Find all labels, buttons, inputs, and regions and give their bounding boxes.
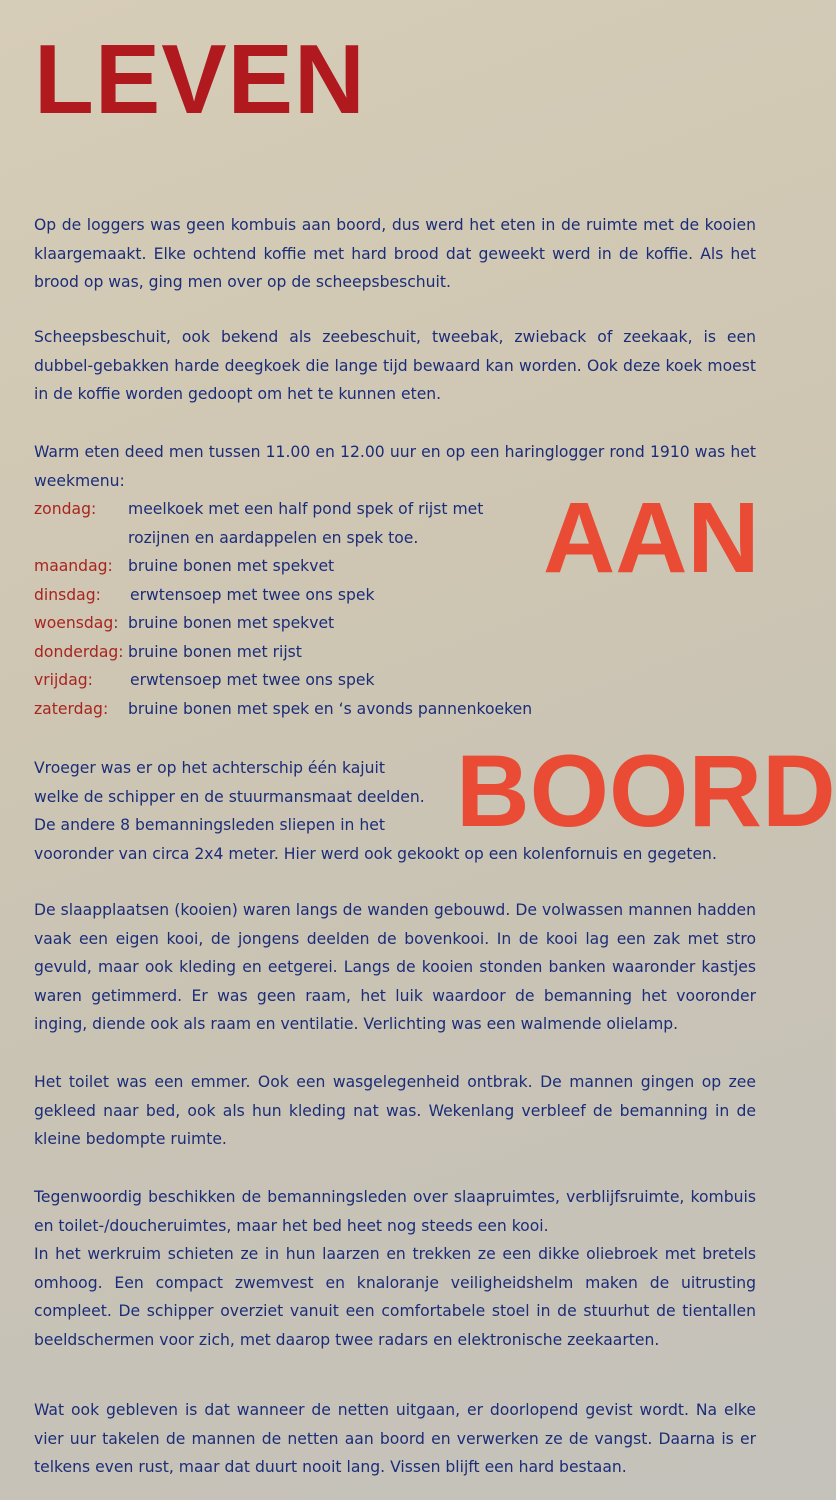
title-leven: LEVEN xyxy=(34,24,366,134)
menu-item-donderdag xyxy=(34,638,544,667)
paragraph-vroeger-line: De andere 8 bemanningsleden sliepen in het xyxy=(34,816,385,834)
weekmenu-list xyxy=(34,495,544,723)
menu-day-label: zondag: xyxy=(34,500,97,518)
menu-item-woensdag xyxy=(34,609,544,638)
paragraph-vroeger-line: vooronder van circa 2x4 meter. Hier werd ook gekookt op een kolenfornuis en gegeten. xyxy=(34,844,717,863)
menu-item-zondag-continued xyxy=(34,524,544,553)
paragraph-vroeger xyxy=(34,754,756,868)
menu-meal-text: erwtensoep met twee ons spek xyxy=(130,585,375,604)
title-aan: AAN xyxy=(543,482,760,594)
paragraph-toilet: Het toilet was een emmer. Ook een wasgelegenheid ontbrak. De mannen gingen op zee gekleed naar bed, ook als hun kleding nat was. Wekenlang verbleef de bemanning in de kleine bedompte ruimte. xyxy=(34,1073,756,1148)
paragraph-tegenwoordig-part: In het werkruim schieten ze in hun laarzen en trekken ze een dikke oliebroek met bretels omhoog. Een compact zwemvest en knaloranje veiligheidshelm maken de uitrusting compleet. De schipper overziet vanuit een comfortabele stoel in de stuurhut de tientallen beeldschermen voor zich, met daarop twee radars en elektronische zeekaarten. xyxy=(34,1245,756,1349)
paragraph-scheepsbeschuit: Scheepsbeschuit, ook bekend als zeebeschuit, tweebak, zwieback of zeekaak, is een dubbel-gebakken harde deegkoek die lange tijd bewaard kan worden. Ook deze koek moest in de koffie worden gedoopt om het te kunnen eten. xyxy=(34,328,756,403)
menu-day-label: vrijdag: xyxy=(34,671,93,689)
menu-day-label: zaterdag: xyxy=(34,699,109,718)
paragraph-vissen: Wat ook gebleven is dat wanneer de netten uitgaan, er doorlopend gevist wordt. Na elke vier uur takelen de mannen de netten aan boord en verwerken ze de vangst. Daarna is er telkens even rust, maar dat duurt nooit lang. Vissen blijft een hard bestaan. xyxy=(34,1401,756,1476)
paragraph-kombuis: Op de loggers was geen kombuis aan boord, dus werd het eten in de ruimte met de kooien klaargemaakt. Elke ochtend koffie met hard brood dat geweekt werd in de koffie. Als het brood op was, ging men over op de scheepsbeschuit. xyxy=(34,216,756,291)
menu-item-zaterdag xyxy=(34,695,544,724)
paragraph-tegenwoordig-part: Tegenwoordig beschikken de bemanningsleden over slaapruimtes, verblijfsruimte, kombuis en toilet-/doucheruimtes, maar het bed heet nog steeds een kooi. xyxy=(34,1188,756,1235)
paragraph-tegenwoordig xyxy=(34,1183,756,1354)
menu-item-zondag xyxy=(34,495,544,524)
menu-day-label: donderdag: xyxy=(34,642,124,661)
menu-item-vrijdag xyxy=(34,666,544,695)
paragraph-vroeger-line: welke de schipper en de stuurmansmaat deelden. xyxy=(34,787,425,806)
menu-meal-text: bruine bonen met spek en ‘s avonds pannenkoeken xyxy=(128,699,533,718)
paragraph-weekmenu-intro: Warm eten deed men tussen 11.00 en 12.00 uur en op een haringlogger rond 1910 was het weekmenu: xyxy=(34,443,756,490)
menu-day-label: maandag: xyxy=(34,557,113,575)
menu-meal-text: erwtensoep met twee ons spek xyxy=(130,671,375,689)
paragraph-vroeger-line: Vroeger was er op het achterschip één kajuit xyxy=(34,759,385,777)
menu-meal-text: bruine bonen met rijst xyxy=(128,642,302,661)
paragraph-slaapplaatsen: De slaapplaatsen (kooien) waren langs de wanden gebouwd. De volwassen mannen hadden vaak een eigen kooi, de jongens deelden de bovenkooi. In de kooi lag een zak met stro gevuld, maar ook kleding en eetgerei. Langs de kooien stonden banken waaronder kastjes waren getimmerd. Er was geen raam, het luik waardoor de bemanning het vooronder inging, diende ook als raam en ventilatie. Verlichting was een walmende olielamp. xyxy=(34,901,756,1033)
menu-day-label: dinsdag: xyxy=(34,585,101,604)
menu-day-label xyxy=(34,524,128,553)
menu-meal-text: rozijnen en aardappelen en spek toe. xyxy=(128,528,419,547)
menu-meal-text: bruine bonen met spekvet xyxy=(128,614,335,632)
title-boord: BOORD xyxy=(456,734,836,848)
menu-day-label: woensdag: xyxy=(34,614,119,632)
menu-meal-text: meelkoek met een half pond spek of rijst met xyxy=(128,500,484,518)
menu-item-maandag xyxy=(34,552,544,581)
menu-meal-text: bruine bonen met spekvet xyxy=(128,557,335,575)
menu-item-dinsdag xyxy=(34,581,544,610)
